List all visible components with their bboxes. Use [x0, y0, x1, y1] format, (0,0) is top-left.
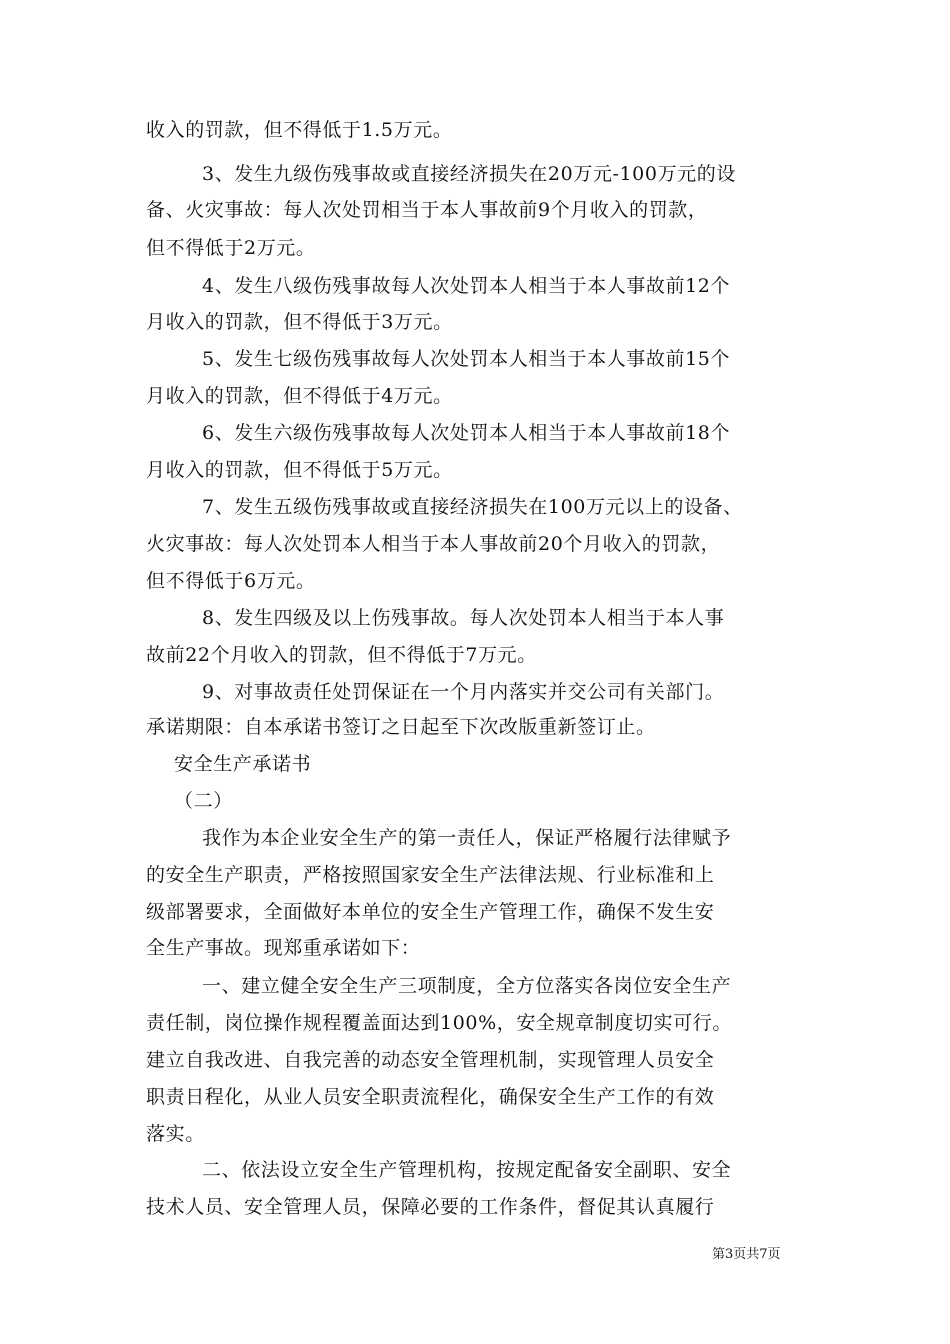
- text-line: 故前22个月收入的罚款，但不得低于7万元。: [146, 644, 537, 666]
- text-line: 建立自我改进、自我完善的动态安全管理机制，实现管理人员安全: [146, 1049, 715, 1071]
- text-line: 6、发生六级伤残事故每人次处罚本人相当于本人事故前18个: [202, 422, 731, 444]
- text-line: 5、发生七级伤残事故每人次处罚本人相当于本人事故前15个: [202, 348, 731, 370]
- text-line: 级部署要求，全面做好本单位的安全生产管理工作，确保不发生安: [146, 901, 715, 923]
- text-line: 收入的罚款，但不得低于1.5万元。: [146, 119, 453, 141]
- text-line: 月收入的罚款，但不得低于3万元。: [146, 311, 453, 333]
- text-line: 4、发生八级伤残事故每人次处罚本人相当于本人事故前12个: [202, 275, 731, 297]
- text-line: 火灾事故：每人次处罚本人相当于本人事故前20个月收入的罚款，: [146, 533, 721, 555]
- text-line: 但不得低于6万元。: [146, 570, 316, 592]
- text-line: 落实。: [146, 1123, 205, 1145]
- page-number: 第3页共7页: [712, 1247, 781, 1262]
- text-line: 责任制，岗位操作规程覆盖面达到100%，安全规章制度切实可行。: [146, 1012, 732, 1034]
- text-line: 备、火灾事故：每人次处罚相当于本人事故前9个月收入的罚款，: [146, 199, 708, 221]
- section-title: 安全生产承诺书: [174, 753, 312, 775]
- text-line: 8、发生四级及以上伤残事故。每人次处罚本人相当于本人事: [202, 607, 725, 629]
- text-line: 二、依法设立安全生产管理机构，按规定配备安全副职、安全: [202, 1159, 732, 1181]
- text-line: 全生产事故。现郑重承诺如下：: [146, 937, 421, 959]
- text-line: 承诺期限：自本承诺书签订之日起至下次改版重新签订止。: [146, 716, 656, 738]
- text-line: 月收入的罚款，但不得低于5万元。: [146, 459, 453, 481]
- text-line: 9、对事故责任处罚保证在一个月内落实并交公司有关部门。: [202, 681, 725, 703]
- text-line: 职责日程化，从业人员安全职责流程化，确保安全生产工作的有效: [146, 1086, 715, 1108]
- text-line: 技术人员、安全管理人员，保障必要的工作条件，督促其认真履行: [146, 1196, 715, 1218]
- text-line: 3、发生九级伤残事故或直接经济损失在20万元-100万元的设: [202, 163, 736, 185]
- text-line: 我作为本企业安全生产的第一责任人，保证严格履行法律赋予: [202, 827, 732, 849]
- text-line: 7、发生五级伤残事故或直接经济损失在100万元以上的设备、: [202, 496, 743, 518]
- text-line: 月收入的罚款，但不得低于4万元。: [146, 385, 453, 407]
- text-line: 一、建立健全安全生产三项制度，全方位落实各岗位安全生产: [202, 975, 732, 997]
- text-line: 但不得低于2万元。: [146, 237, 316, 259]
- text-line: 的安全生产职责，严格按照国家安全生产法律法规、行业标准和上: [146, 864, 715, 886]
- section-subtitle: （二）: [174, 790, 233, 812]
